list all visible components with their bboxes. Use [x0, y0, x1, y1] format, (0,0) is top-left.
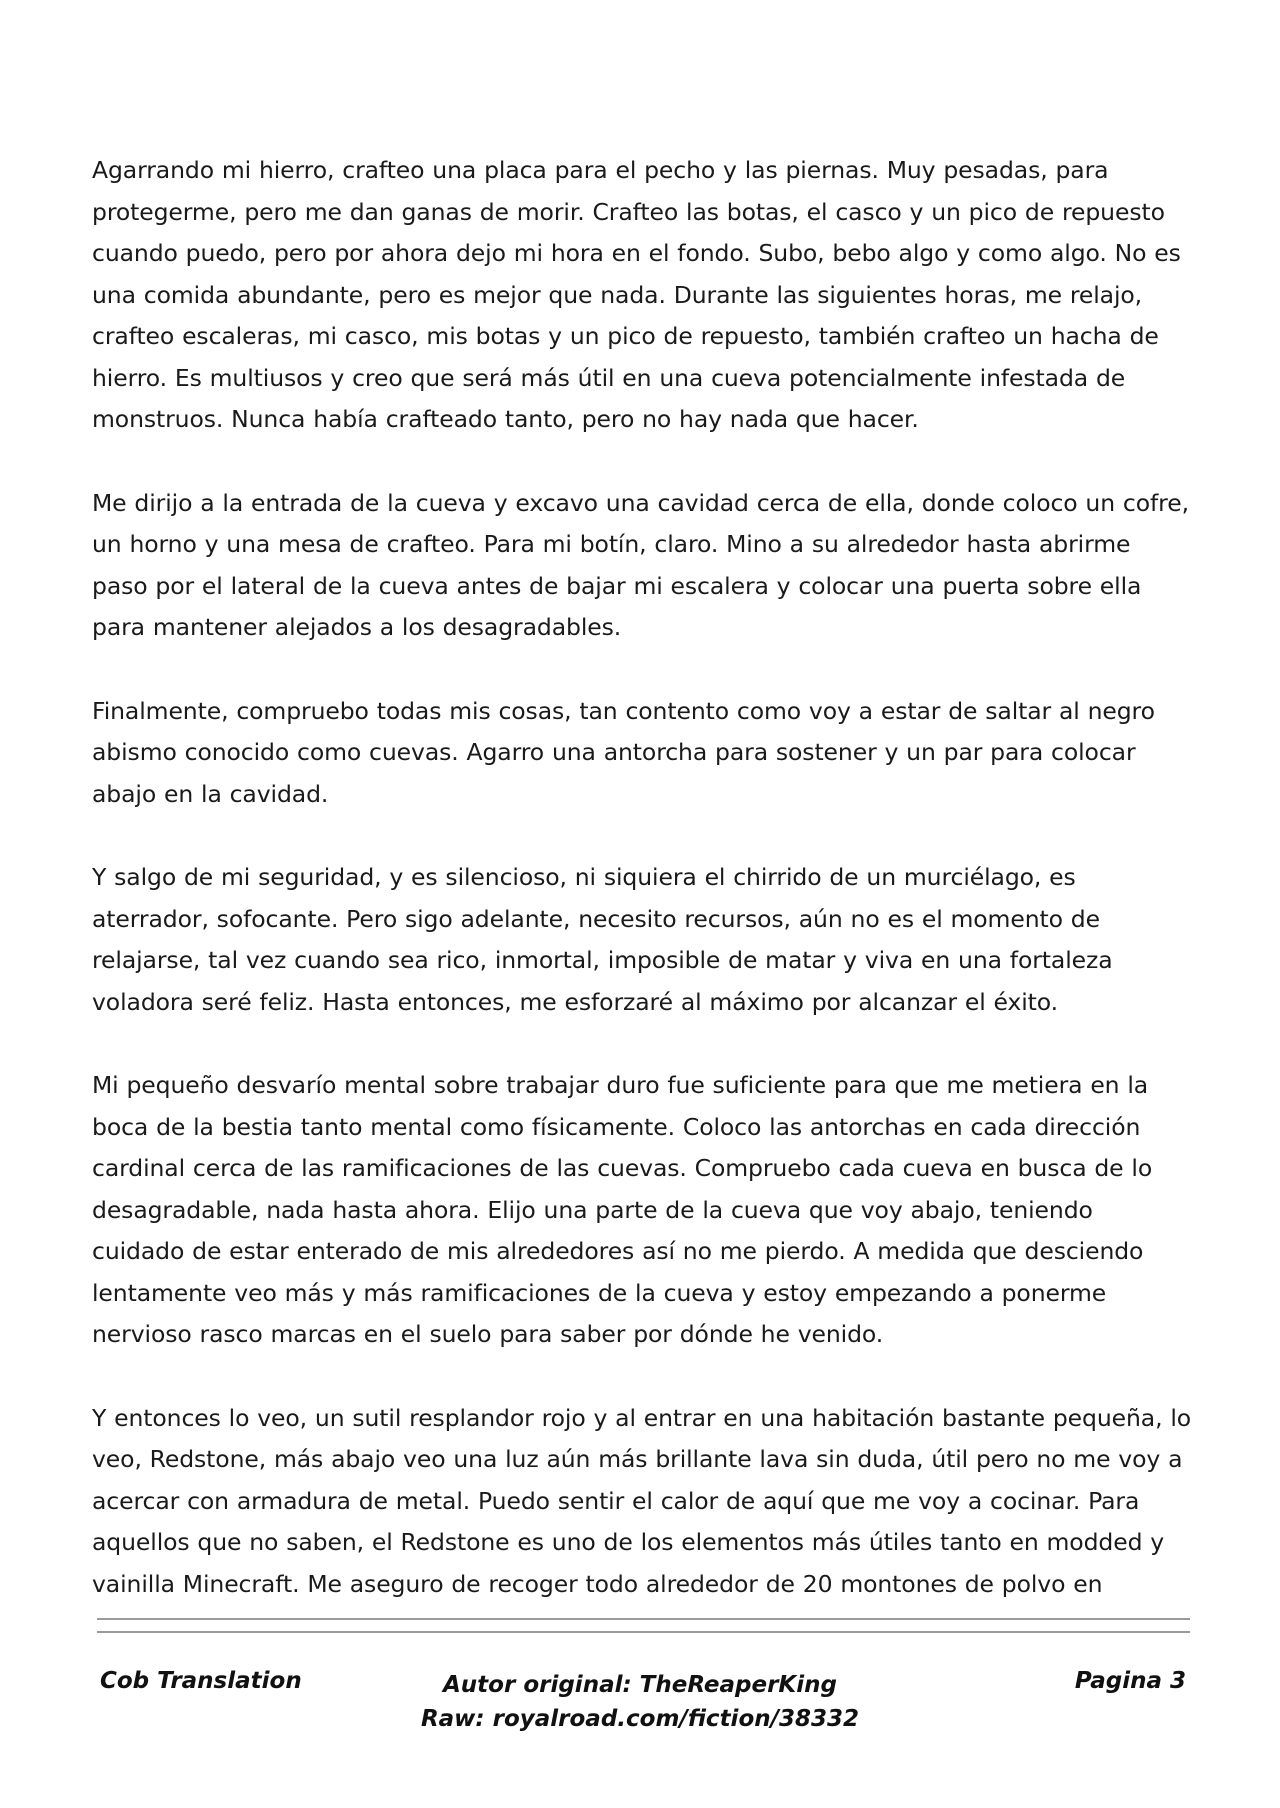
paragraph: Finalmente, compruebo todas mis cosas, tan contento como voy a estar de saltar al negro abismo conocido como cuevas. Agarro una antorcha para sostener y un par para colocar abajo en la cavidad.	[92, 696, 1155, 808]
paragraph: Y salgo de mi seguridad, y es silencioso, ni siquiera el chirrido de un murciélago, es aterrador, sofocante. Pero sigo adelante, necesito recursos, aún no es el momento de relajarse, tal vez cuando sea rico, inmortal, imposible de matar y viva en una fortaleza voladora seré feliz. Hasta entonces, me esforzaré al máximo por alcanzar el éxito.	[92, 863, 1113, 1016]
document-body	[92, 150, 1192, 1647]
footer-divider-top	[97, 1618, 1190, 1620]
paragraph: Mi pequeño desvarío mental sobre trabajar duro fue suficiente para que me metiera en la boca de la bestia tanto mental como físicamente. Coloco las antorchas en cada dirección cardinal cerca de las ramificaciones de las cuevas. Compruebo cada cueva en busca de lo desagradable, nada hasta ahora. Elijo una parte de la cueva que voy abajo, teniendo cuidado de estar enterado de mis alrededores así no me pierdo. A medida que desciendo lentamente veo más y más ramificaciones de la cueva y estoy empezando a ponerme nervioso rasco marcas en el suelo para saber por dónde he venido.	[92, 1071, 1153, 1348]
footer-translator: Cob Translation	[100, 1668, 302, 1694]
footer-original-author: Autor original: TheReaperKing	[443, 1672, 837, 1698]
page-footer	[0, 1658, 1280, 1738]
paragraph: Y entonces lo veo, un sutil resplandor rojo y al entrar en una habitación bastante pequeña, lo veo, Redstone, más abajo veo una luz aún más brillante lava sin duda, útil pero no me voy a acercar con armadura de metal. Puedo sentir el calor de aquí que me voy a cocinar. Para aquellos que no saben, el Redstone es uno de los elementos más útiles tanto en modded y vainilla Minecraft. Me aseguro de recoger todo alrededor de 20 montones de polvo en	[92, 1403, 1192, 1598]
footer-page-number: Pagina 3	[1074, 1668, 1186, 1694]
footer-divider-bottom	[97, 1631, 1190, 1633]
footer-raw-source: Raw: royalroad.com/fiction/38332	[420, 1706, 860, 1732]
paragraph: Agarrando mi hierro, crafteo una placa para el pecho y las piernas. Muy pesadas, para protegerme, pero me dan ganas de morir. Crafteo las botas, el casco y un pico de repuesto cuando puedo, pero por ahora dejo mi hora en el fondo. Subo, bebo algo y como algo. No es una comida abundante, pero es mejor que nada. Durante las siguientes horas, me relajo, crafteo escaleras, mi casco, mis botas y un pico de repuesto, también crafteo un hacha de hierro. Es multiusos y creo que será más útil en una cueva potencialmente infestada de monstruos. Nunca había crafteado tanto, pero no hay nada que hacer.	[92, 156, 1181, 433]
paragraph: Me dirijo a la entrada de la cueva y excavo una cavidad cerca de ella, donde coloco un cofre, un horno y una mesa de crafteo. Para mi botín, claro. Mino a su alrededor hasta abrirme paso por el lateral de la cueva antes de bajar mi escalera y colocar una puerta sobre ella para mantener alejados a los desagradables.	[92, 488, 1189, 641]
